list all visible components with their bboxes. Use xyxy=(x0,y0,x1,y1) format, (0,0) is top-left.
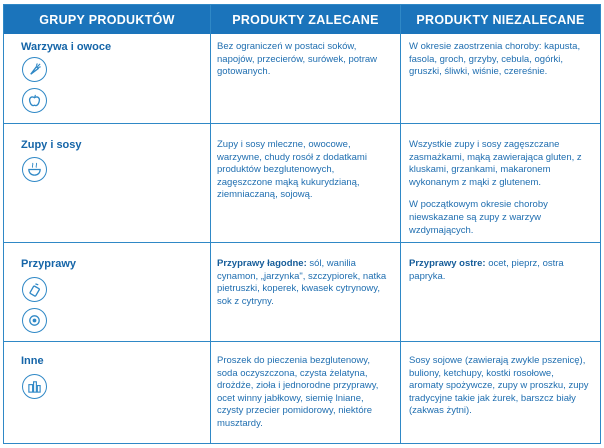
group-spices: Przyprawy xyxy=(21,258,77,270)
column-divider xyxy=(400,5,401,443)
header-product-groups: GRUPY PRODUKTÓW xyxy=(4,5,210,34)
row-divider xyxy=(4,123,600,124)
row-divider xyxy=(4,242,600,243)
soup-bowl-icon xyxy=(22,157,47,182)
recommended-prefix: Przyprawy łagodne: xyxy=(217,258,307,269)
recommended-body: Zupy i sosy mleczne, owocowe, warzywne, chudy rosół z dodatkami produktów bezglutenowych, zagęszczone mąką kukurydzianą, ziemniaczaną, sojową. xyxy=(217,139,367,201)
not-recommended-text xyxy=(409,139,589,237)
recommended-text xyxy=(217,41,389,79)
apple-icon xyxy=(22,88,47,113)
recommended-text xyxy=(217,355,389,431)
spice-jar-icon xyxy=(22,277,47,302)
not-recommended-text xyxy=(409,355,589,418)
not-recommended-text xyxy=(409,41,589,79)
not-recommended-note: W początkowym okresie choroby niewskazane są zupy z warzyw wzdymających. xyxy=(409,199,548,236)
recommended-body: Bez ograniczeń w postaci soków, napojów, przecierów, surówek, potraw gotowanych. xyxy=(217,41,377,78)
header-recommended: PRODUKTY ZALECANE xyxy=(211,5,400,34)
grocery-icon xyxy=(22,374,47,399)
carrot-icon xyxy=(22,57,47,82)
not-recommended-text xyxy=(409,258,589,283)
not-recommended-body: ocet, pieprz, ostra papryka. xyxy=(409,258,564,282)
column-divider xyxy=(210,5,211,443)
group-vegetables-fruits: Warzywa i owoce xyxy=(21,41,112,53)
recommended-text xyxy=(217,258,389,308)
row-divider xyxy=(4,341,600,342)
pepper-icon xyxy=(22,308,47,333)
not-recommended-prefix: Przyprawy ostre: xyxy=(409,258,486,269)
group-other: Inne xyxy=(21,355,44,367)
recommended-body: sól, wanilia cynamon, „jarzynka", szczypiorek, natka pietruszki, koperek, kwasek cytrynowy, sok z cytryny. xyxy=(217,258,387,307)
not-recommended-body: Wszystkie zupy i sosy zagęszczane zasmażkami, mąką zawierająca gluten, z kluskami, grzankami, makaronem wykonanym z mąki z glutenem. xyxy=(409,139,582,188)
recommended-text xyxy=(217,139,389,202)
group-soups-sauces: Zupy i sosy xyxy=(21,139,82,151)
recommended-body: Proszek do pieczenia bezglutenowy, soda oczyszczona, czysta żelatyna, drożdże, zioła i jednorodne przyprawy, ocet winny jabłkowy, siemię lniane, czysty przecier pomidorowy, niektóre musztardy. xyxy=(217,355,379,429)
not-recommended-body: Sosy sojowe (zawierają zwykle pszenicę), buliony, ketchupy, kostki rosołowe, aromaty spożywcze, zupy w proszku, zupy tradycyjne takie jak żurek, barszcz biały (zakwas żytni). xyxy=(409,355,589,417)
diet-table xyxy=(3,4,601,444)
header-not-recommended: PRODUKTY NIEZALECANE xyxy=(401,5,600,34)
not-recommended-body: W okresie zaostrzenia choroby: kapusta, fasola, groch, grzyby, cebula, ogórki, gruszki, śliwki, wiśnie, czereśnie. xyxy=(409,41,581,78)
